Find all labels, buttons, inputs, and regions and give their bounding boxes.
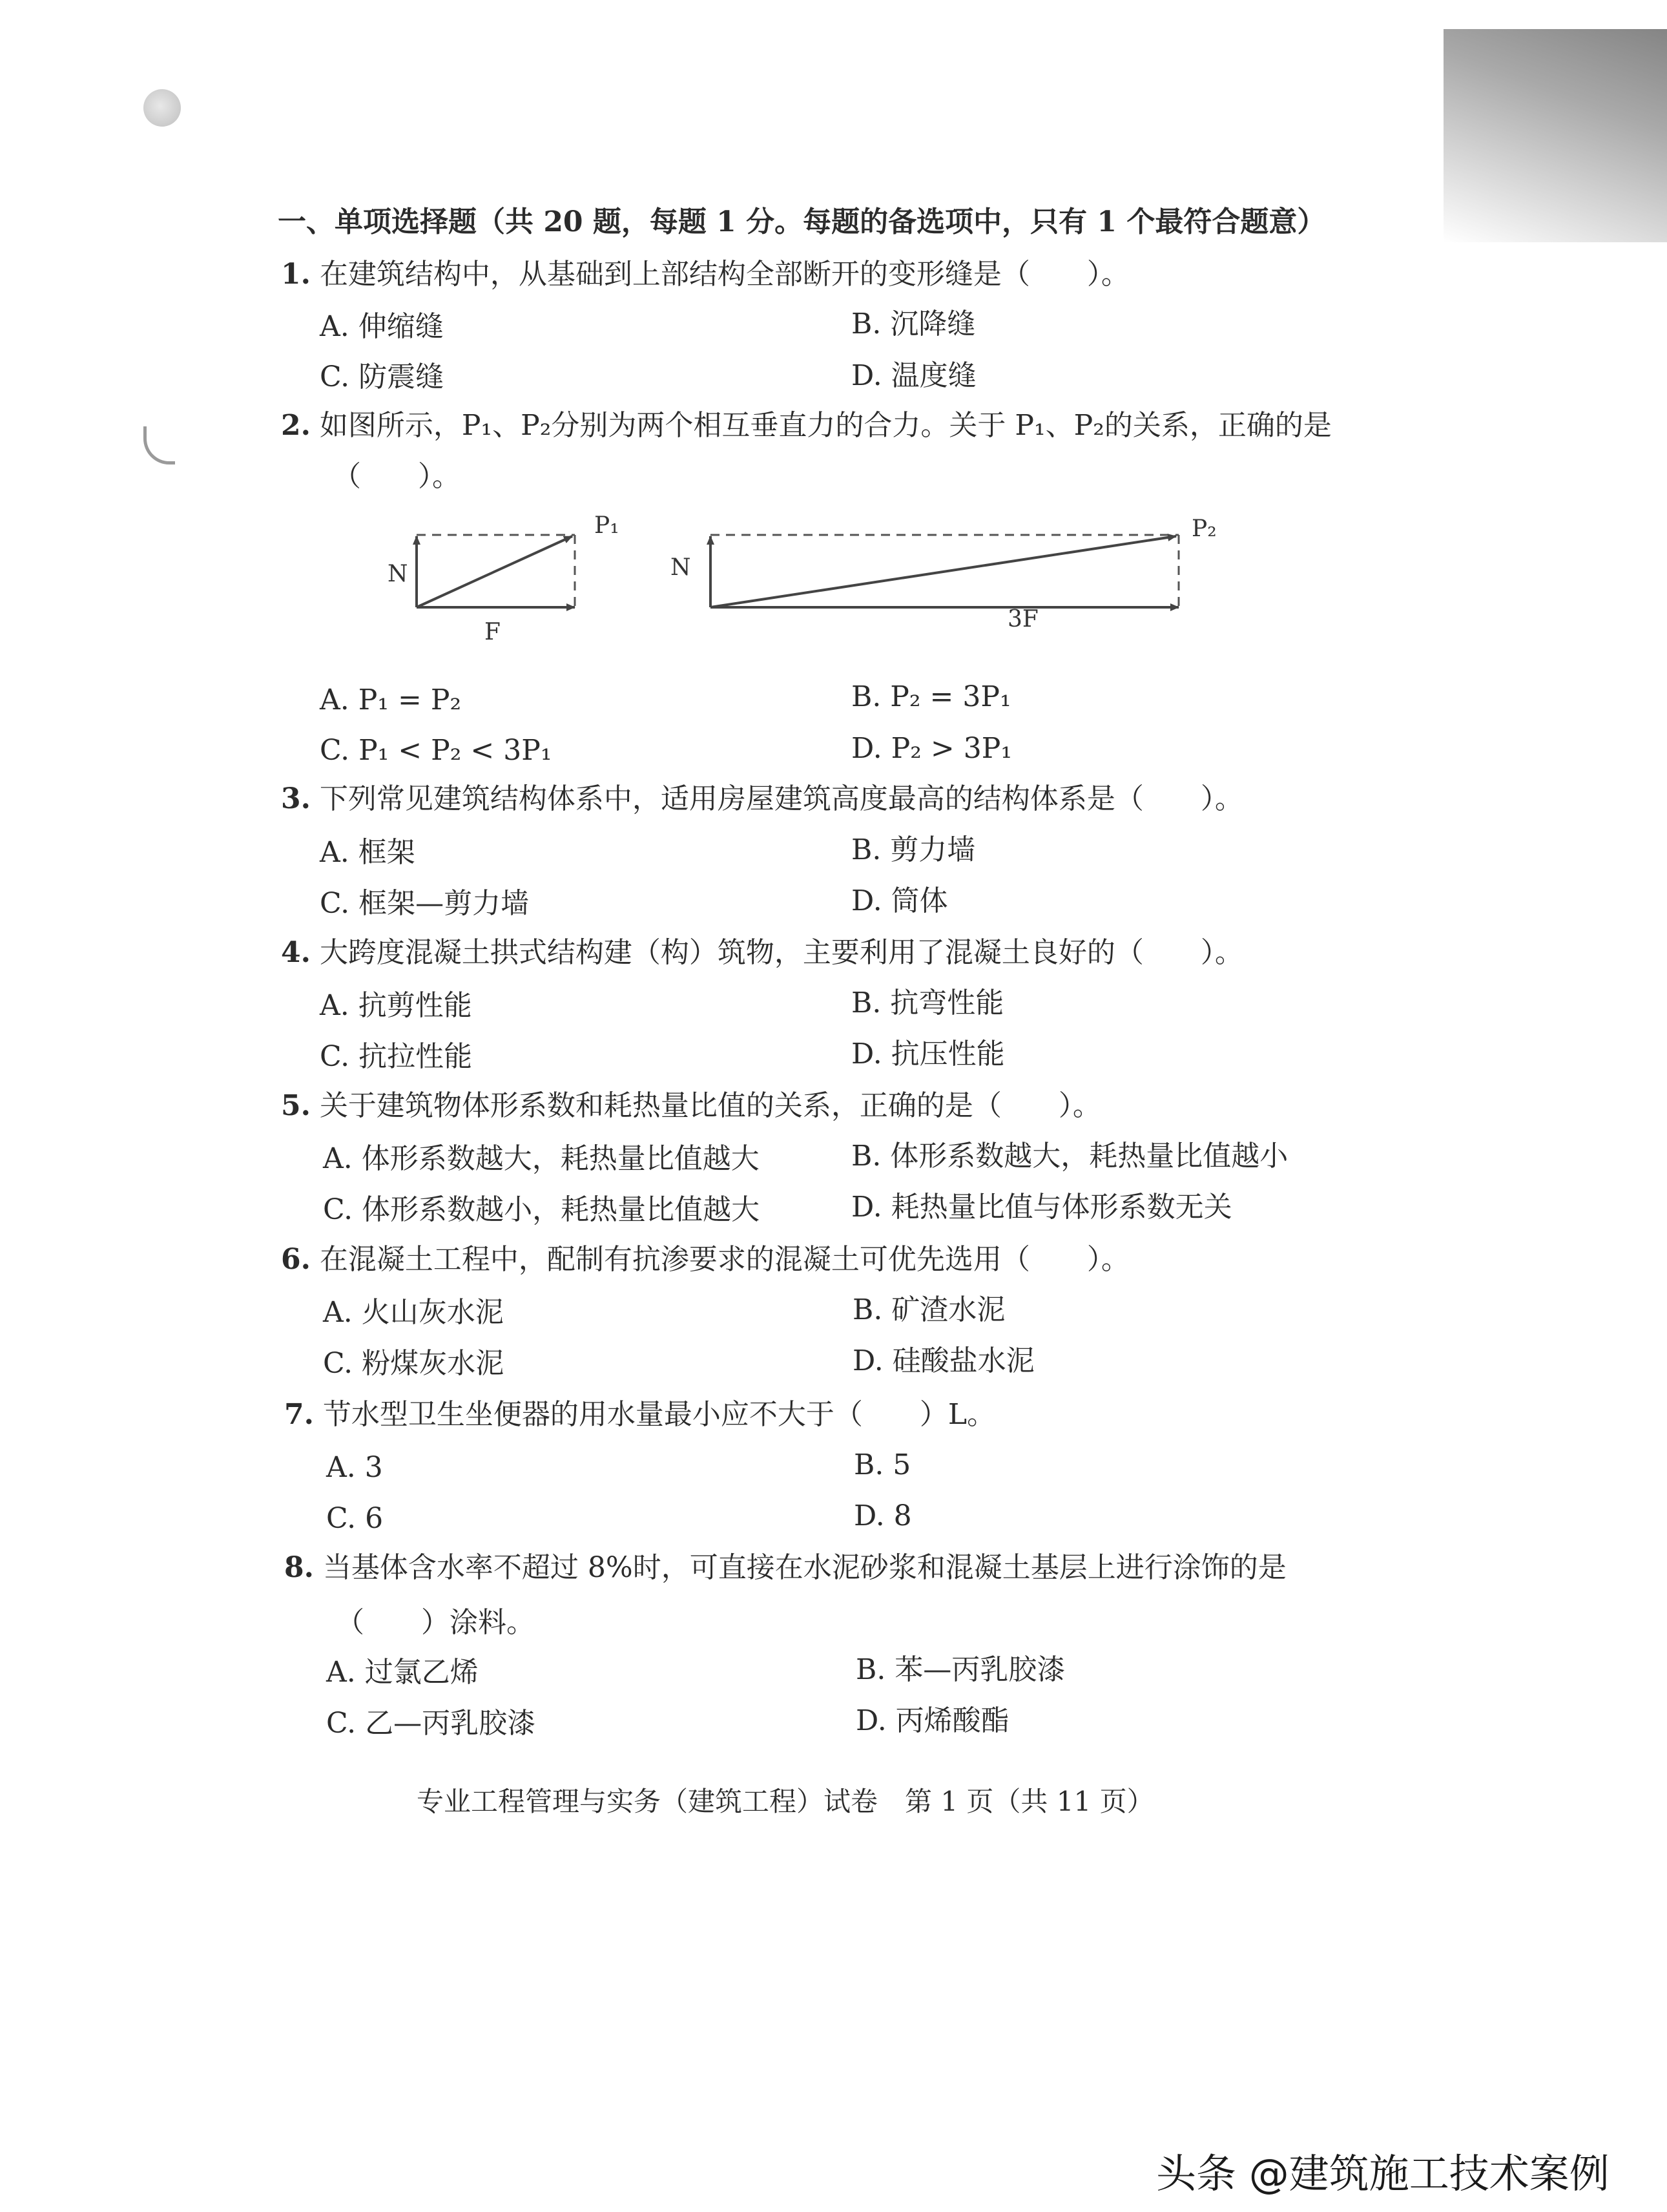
- option-b: B. 沉降缝: [851, 308, 976, 340]
- question-4: [281, 936, 1243, 969]
- option-a: A. 伸缩缝: [320, 310, 444, 343]
- label-n-left: N: [388, 561, 408, 587]
- option-c: C. 6: [326, 1502, 384, 1535]
- label-n-right: N: [670, 554, 691, 581]
- scan-shadow: [1444, 29, 1667, 242]
- vector-p1: [417, 536, 572, 607]
- question-number: 1.: [281, 258, 311, 291]
- option-b: B. P₂ = 3P₁: [851, 680, 1011, 713]
- question-text: 当基体含水率不超过 8%时，可直接在水泥砂浆和混凝土基层上进行涂饰的是: [322, 1551, 1287, 1584]
- option-d: D. 丙烯酸酯: [856, 1704, 1010, 1737]
- question-1: [281, 260, 1130, 289]
- question-text: 在混凝土工程中，配制有抗渗要求的混凝土可优先选用（ ）。: [319, 1243, 1130, 1276]
- option-a: A. 过氯乙烯: [326, 1656, 479, 1689]
- question-number: 8.: [284, 1551, 314, 1584]
- force-diagram: [362, 510, 1247, 646]
- question-text: 下列常见建筑结构体系中，适用房屋建筑高度最高的结构体系是（ ）。: [319, 782, 1243, 815]
- question-text: 在建筑结构中，从基础到上部结构全部断开的变形缝是（ ）。: [319, 258, 1130, 291]
- option-d: D. 温度缝: [851, 359, 977, 392]
- option-d: D. 耗热量比值与体形系数无关: [851, 1191, 1232, 1224]
- label-f: F: [484, 619, 501, 645]
- option-b: B. 矿渣水泥: [853, 1293, 1006, 1326]
- page-footer: 专业工程管理与实务（建筑工程）试卷 第 1 页（共 11 页）: [417, 1786, 1154, 1817]
- option-d: D. P₂ > 3P₁: [851, 732, 1013, 765]
- question-2: [281, 409, 1332, 442]
- question-text: 关于建筑物体形系数和耗热量比值的关系，正确的是（ ）。: [319, 1089, 1101, 1122]
- question-8: [284, 1551, 1287, 1584]
- option-a: A. 体形系数越大，耗热量比值越大: [323, 1142, 760, 1175]
- option-b: B. 抗弯性能: [851, 986, 1004, 1019]
- option-c: C. P₁ < P₂ < 3P₁: [320, 734, 552, 767]
- question-3: [281, 782, 1243, 815]
- option-c: C. 粉煤灰水泥: [323, 1347, 504, 1380]
- option-c: C. 防震缝: [320, 360, 444, 393]
- punch-hole: [143, 89, 181, 127]
- option-b: B. 苯—丙乳胶漆: [856, 1653, 1066, 1686]
- option-a: A. 3: [326, 1451, 383, 1484]
- label-p1: P₁: [594, 512, 619, 539]
- option-d: D. 抗压性能: [851, 1038, 1005, 1070]
- watermark: 头条 @建筑施工技术案例: [1156, 2150, 1610, 2197]
- option-a: A. 火山灰水泥: [323, 1296, 504, 1329]
- option-a: A. P₁ = P₂: [320, 683, 462, 716]
- force-diagram-left: [388, 512, 619, 645]
- option-b: B. 5: [854, 1448, 911, 1481]
- option-c: C. 抗拉性能: [320, 1040, 473, 1073]
- option-c: C. 乙—丙乳胶漆: [326, 1707, 536, 1740]
- question-6: [281, 1243, 1130, 1276]
- question-8-blank: （ ）涂料。: [336, 1606, 535, 1639]
- question-number: 7.: [284, 1398, 314, 1431]
- question-text: 如图所示，P₁、P₂分别为两个相互垂直力的合力。关于 P₁、P₂的关系，正确的是: [319, 409, 1332, 442]
- question-number: 2.: [281, 409, 311, 442]
- question-number: 3.: [281, 782, 311, 815]
- option-b: B. 体形系数越大，耗热量比值越小: [851, 1140, 1289, 1173]
- question-number: 5.: [281, 1089, 311, 1122]
- question-7: [284, 1398, 996, 1431]
- option-c: C. 框架—剪力墙: [320, 887, 530, 920]
- punch-mark: [143, 426, 175, 464]
- option-a: A. 抗剪性能: [320, 989, 472, 1022]
- option-d: D. 筒体: [851, 884, 948, 917]
- label-3f: 3F: [1008, 606, 1039, 632]
- question-number: 4.: [281, 936, 311, 969]
- question-number: 6.: [281, 1243, 311, 1276]
- question-text: 大跨度混凝土拱式结构建（构）筑物，主要利用了混凝土良好的（ ）。: [319, 936, 1243, 969]
- option-d: D. 硅酸盐水泥: [853, 1344, 1035, 1377]
- question-2-blank: （ ）。: [333, 460, 461, 493]
- question-text: 节水型卫生坐便器的用水量最小应不大于（ ）L。: [322, 1398, 996, 1431]
- section-title: 一、单项选择题（共 20 题，每题 1 分。每题的备选项中，只有 1 个最符合题意）: [278, 205, 1326, 238]
- option-b: B. 剪力墙: [851, 833, 976, 866]
- option-a: A. 框架: [320, 836, 415, 869]
- option-c: C. 体形系数越小，耗热量比值越大: [323, 1193, 760, 1226]
- label-p2: P₂: [1192, 516, 1217, 542]
- option-d: D. 8: [854, 1499, 912, 1532]
- question-5: [281, 1089, 1101, 1122]
- vector-p2: [710, 536, 1176, 607]
- force-diagram-right: [670, 516, 1217, 632]
